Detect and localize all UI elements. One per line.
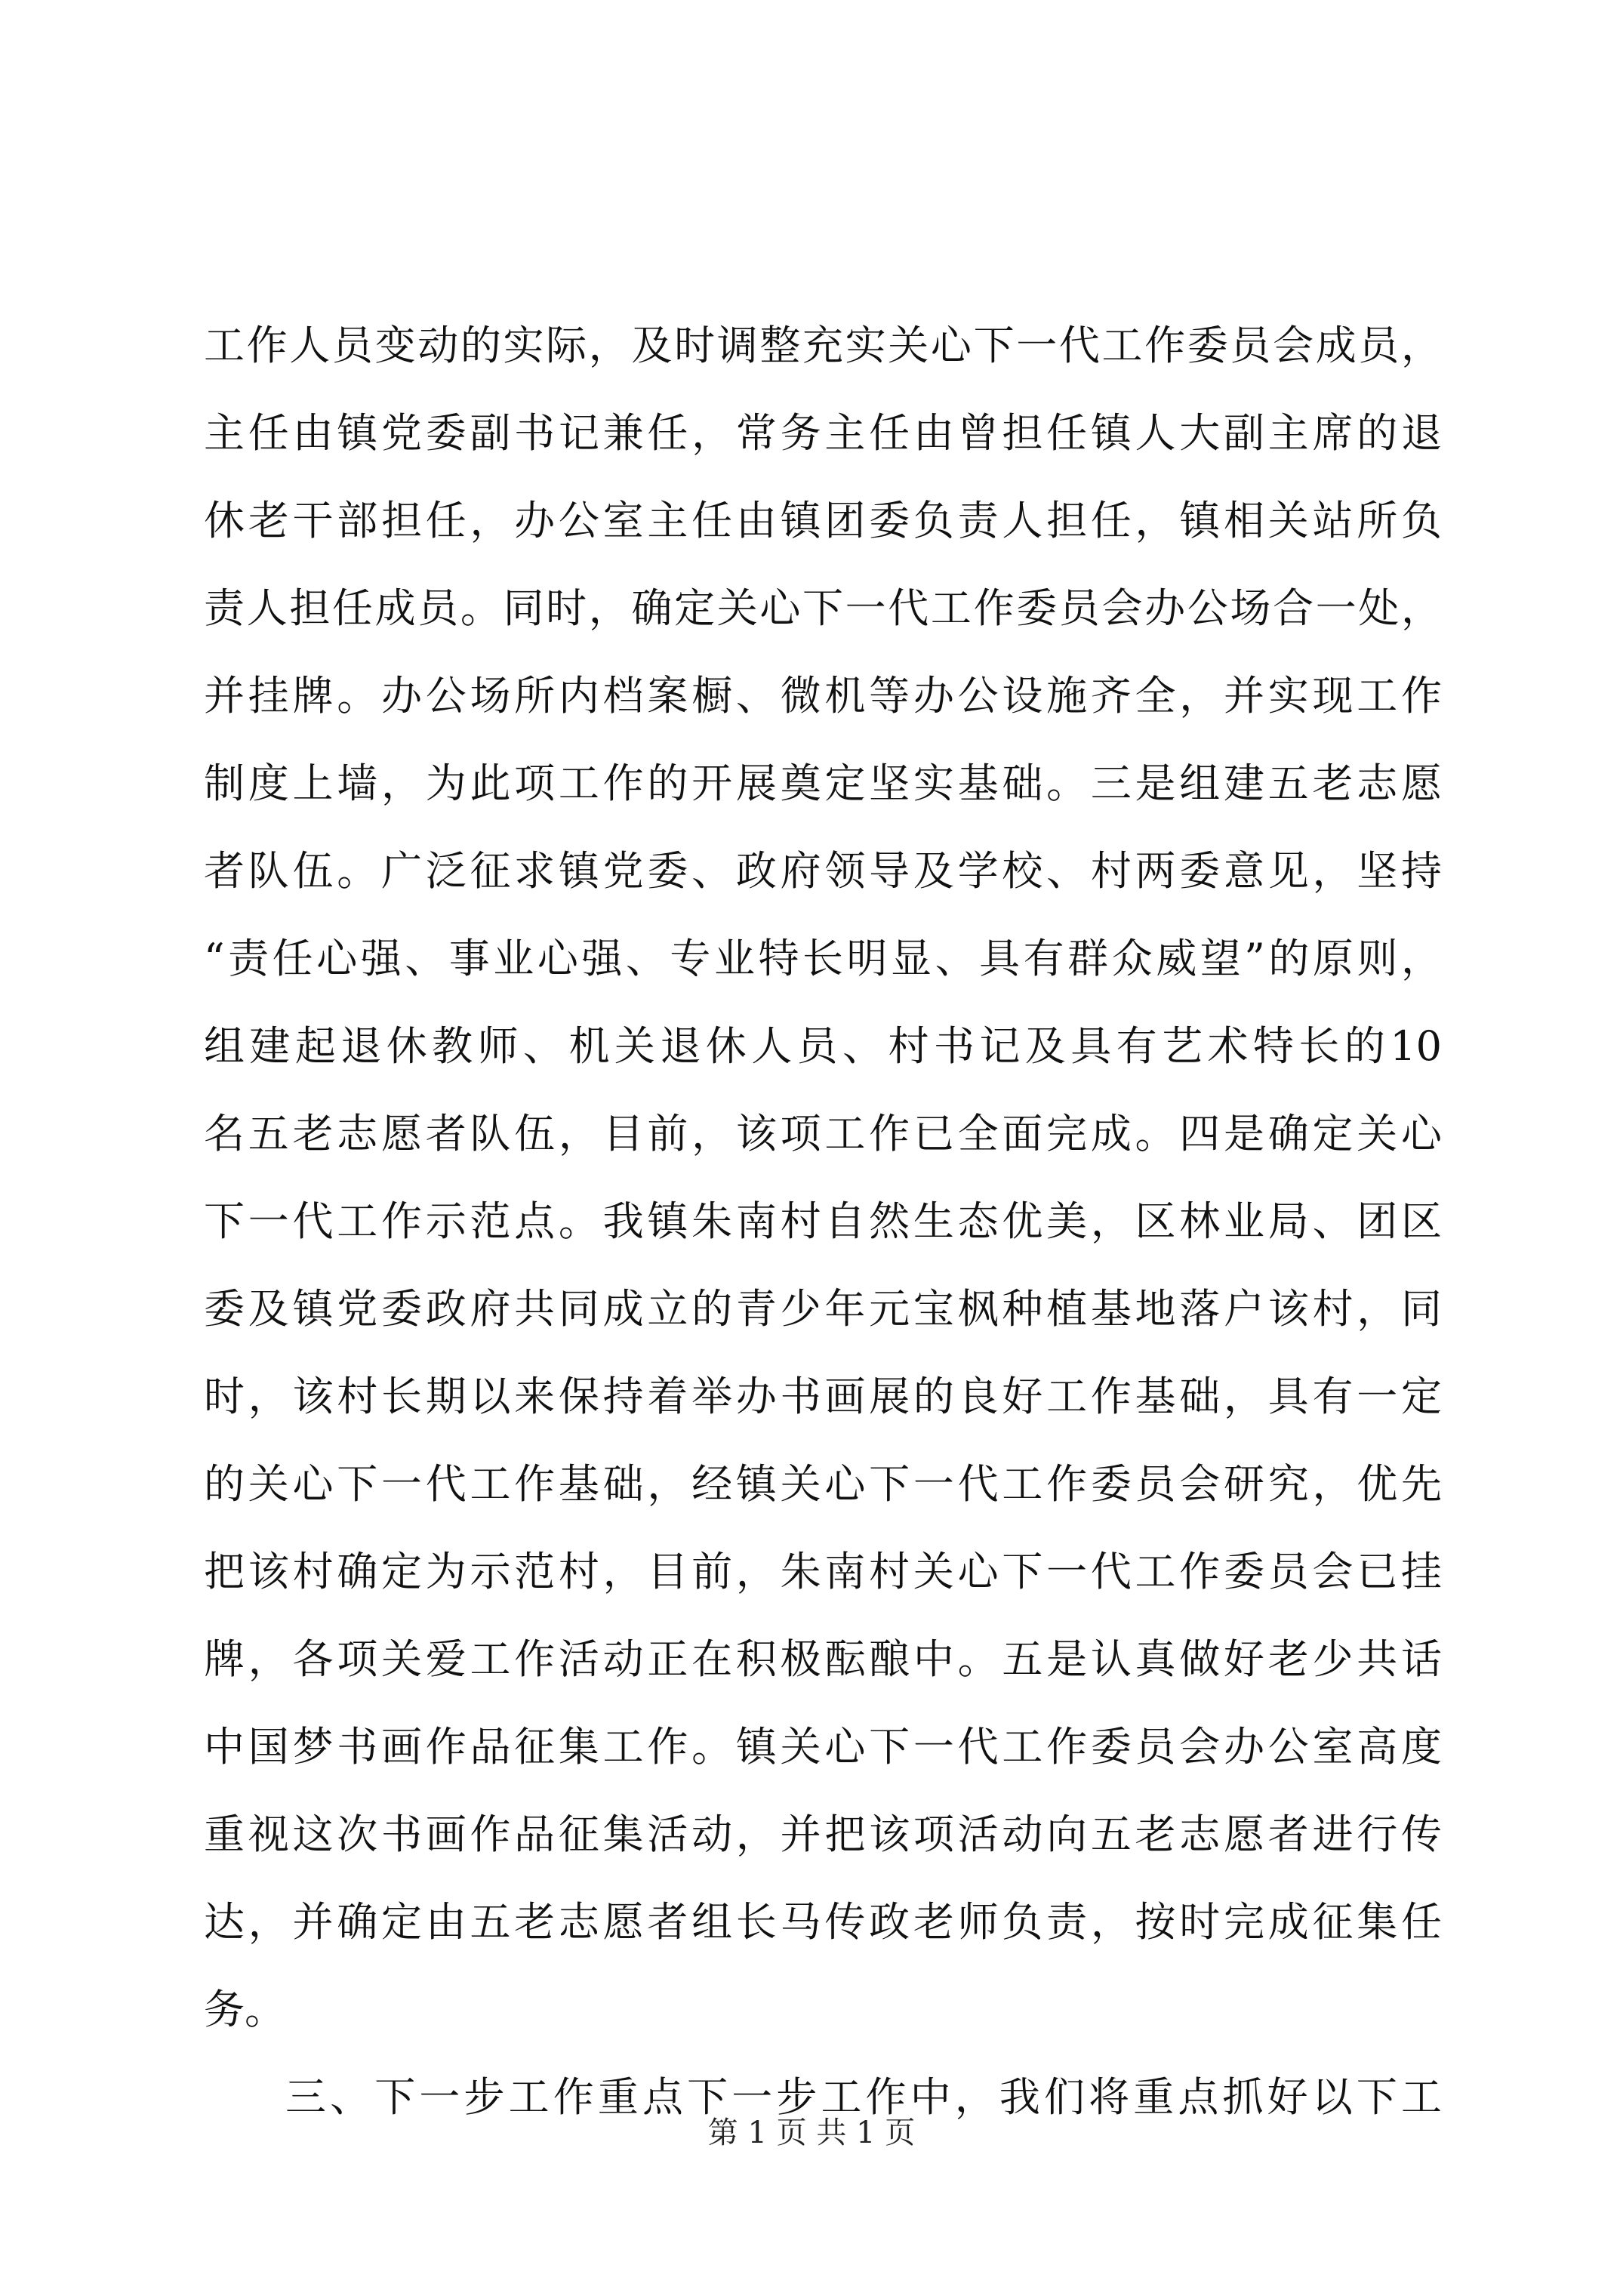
text-line-4: 责人担任成员。同时，确定关心下一代工作委员会办公场合一处， — [204, 584, 1442, 632]
text-line-11: 下一代工作示范点。我镇朱南村自然生态优美，区林业局、团区 — [204, 1197, 1442, 1245]
text-line-12: 委及镇党委政府共同成立的青少年元宝枫种植基地落户该村，同 — [204, 1285, 1442, 1333]
text-line-19: 达，并确定由五老志愿者组长马传政老师负责，按时完成征集任 — [204, 1898, 1442, 1946]
text-line-14: 的关心下一代工作基础，经镇关心下一代工作委员会研究，优先 — [204, 1460, 1442, 1508]
text-line-13: 时，该村长期以来保持着举办书画展的良好工作基础，具有一定 — [204, 1373, 1442, 1420]
text-line-8: “责任心强、事业心强、专业特长明显、具有群众威望”的原则， — [204, 935, 1442, 982]
text-line-20: 务。 — [204, 1986, 285, 2033]
section-heading-line: 三、下一步工作重点下一步工作中，我们将重点抓好以下工 — [285, 2073, 1442, 2121]
document-body — [204, 302, 1442, 2141]
page-footer: 第 1 页 共 1 页 — [707, 2116, 916, 2150]
text-line-16: 牌，各项关爱工作活动正在积极酝酿中。五是认真做好老少共话 — [204, 1635, 1442, 1683]
text-line-15: 把该村确定为示范村，目前，朱南村关心下一代工作委员会已挂 — [204, 1548, 1442, 1595]
text-line-9: 组建起退休教师、机关退休人员、村书记及具有艺术特长的10 — [204, 1022, 1442, 1070]
text-line-18: 重视这次书画作品征集活动，并把该项活动向五老志愿者进行传 — [204, 1811, 1442, 1858]
text-line-3: 休老干部担任，办公室主任由镇团委负责人担任，镇相关站所负 — [204, 497, 1442, 544]
text-line-10: 名五老志愿者队伍，目前，该项工作已全面完成。四是确定关心 — [204, 1110, 1442, 1157]
text-line-7: 者队伍。广泛征求镇党委、政府领导及学校、村两委意见，坚持 — [204, 847, 1442, 895]
text-line-2: 主任由镇党委副书记兼任，常务主任由曾担任镇人大副主席的退 — [204, 409, 1442, 457]
text-line-17: 中国梦书画作品征集工作。镇关心下一代工作委员会办公室高度 — [204, 1723, 1442, 1771]
text-line-6: 制度上墙，为此项工作的开展奠定坚实基础。三是组建五老志愿 — [204, 760, 1442, 807]
text-line-1: 工作人员变动的实际，及时调整充实关心下一代工作委员会成员， — [204, 322, 1442, 369]
text-line-5: 并挂牌。办公场所内档案橱、微机等办公设施齐全，并实现工作 — [204, 672, 1442, 720]
